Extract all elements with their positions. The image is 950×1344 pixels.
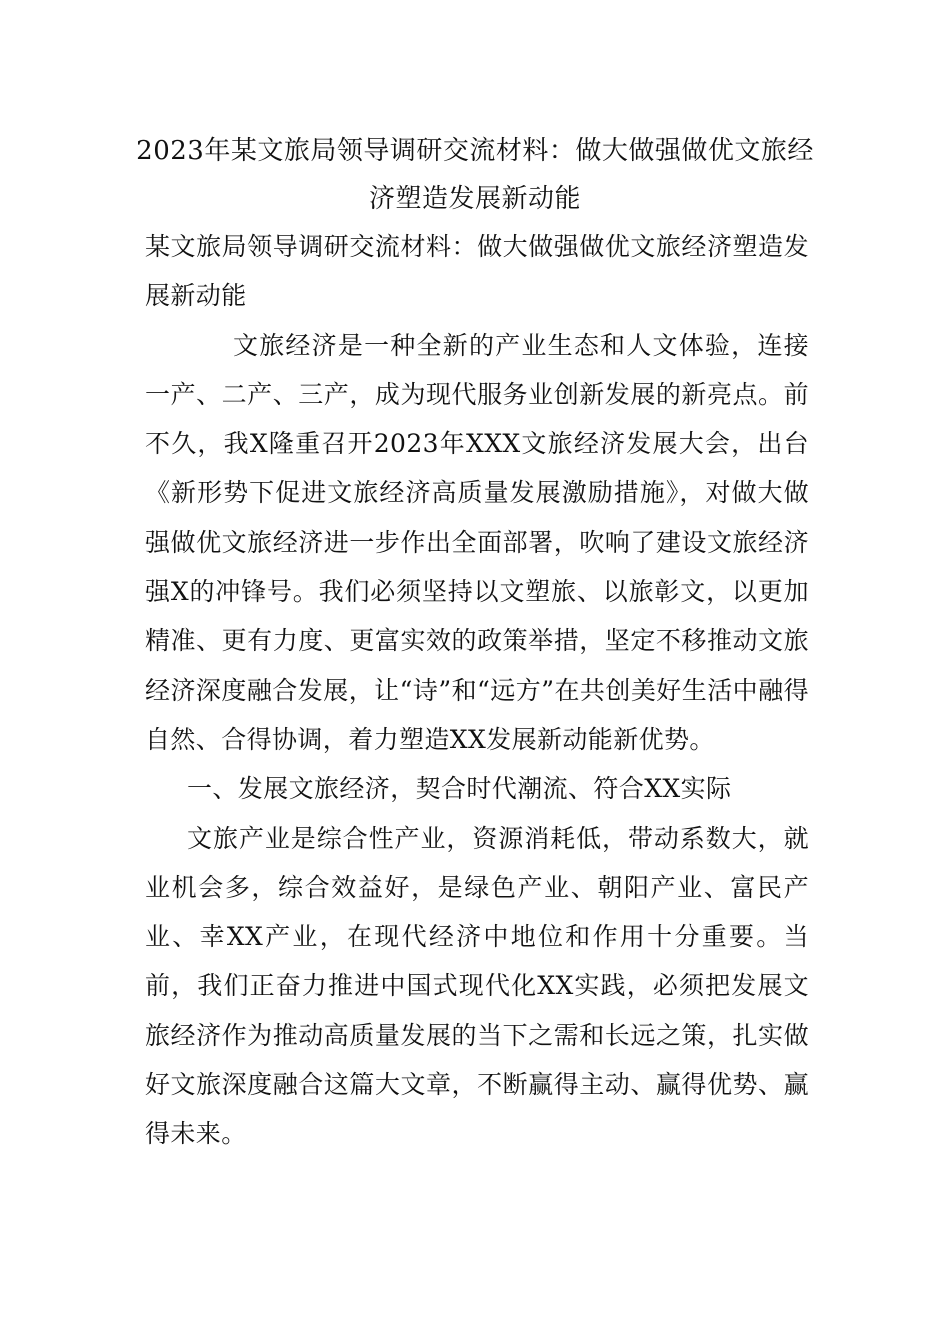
section-heading: 一、发展文旅经济，契合时代潮流、符合XX实际 bbox=[187, 774, 732, 804]
document-title: 2023年某文旅局领导调研交流材料：做大做强做优文旅经济塑造发展新动能 bbox=[136, 136, 814, 214]
section-paragraph: 文旅产业是综合性产业，资源消耗低，带动系数大，就业机会多，综合效益好，是绿色产业、朝阳产业、富民产业、幸XX产业，在现代经济中地位和作用十分重要。当前，我们正奋力推进中国式现代化XX实践，必须把发展文旅经济作为推动高质量发展的当下之需和长远之策，扎实做好文旅深度融合这篇大文章，不断赢得主动、赢得优势、赢得未来。 bbox=[145, 823, 809, 1149]
document-subtitle: 某文旅局领导调研交流材料：做大做强做优文旅经济塑造发展新动能 bbox=[145, 232, 809, 311]
document-body bbox=[145, 222, 809, 1159]
intro-paragraph: 文旅经济是一种全新的产业生态和人文体验，连接一产、二产、三产，成为现代服务业创新发展的新亮点。前不久，我X隆重召开2023年XXX文旅经济发展大会，出台《新形势下促进文旅经济高质量发展激励措施》，对做大做强做优文旅经济进一步作出全面部署，吹响了建设文旅经济强X的冲锋号。我们必须坚持以文塑旅、以旅彰文，以更加精准、更有力度、更富实效的政策举措，坚定不移推动文旅经济深度融合发展，让“诗”和“远方”在共创美好生活中融得自然、合得协调，着力塑造XX发展新动能新优势。 bbox=[145, 330, 809, 754]
